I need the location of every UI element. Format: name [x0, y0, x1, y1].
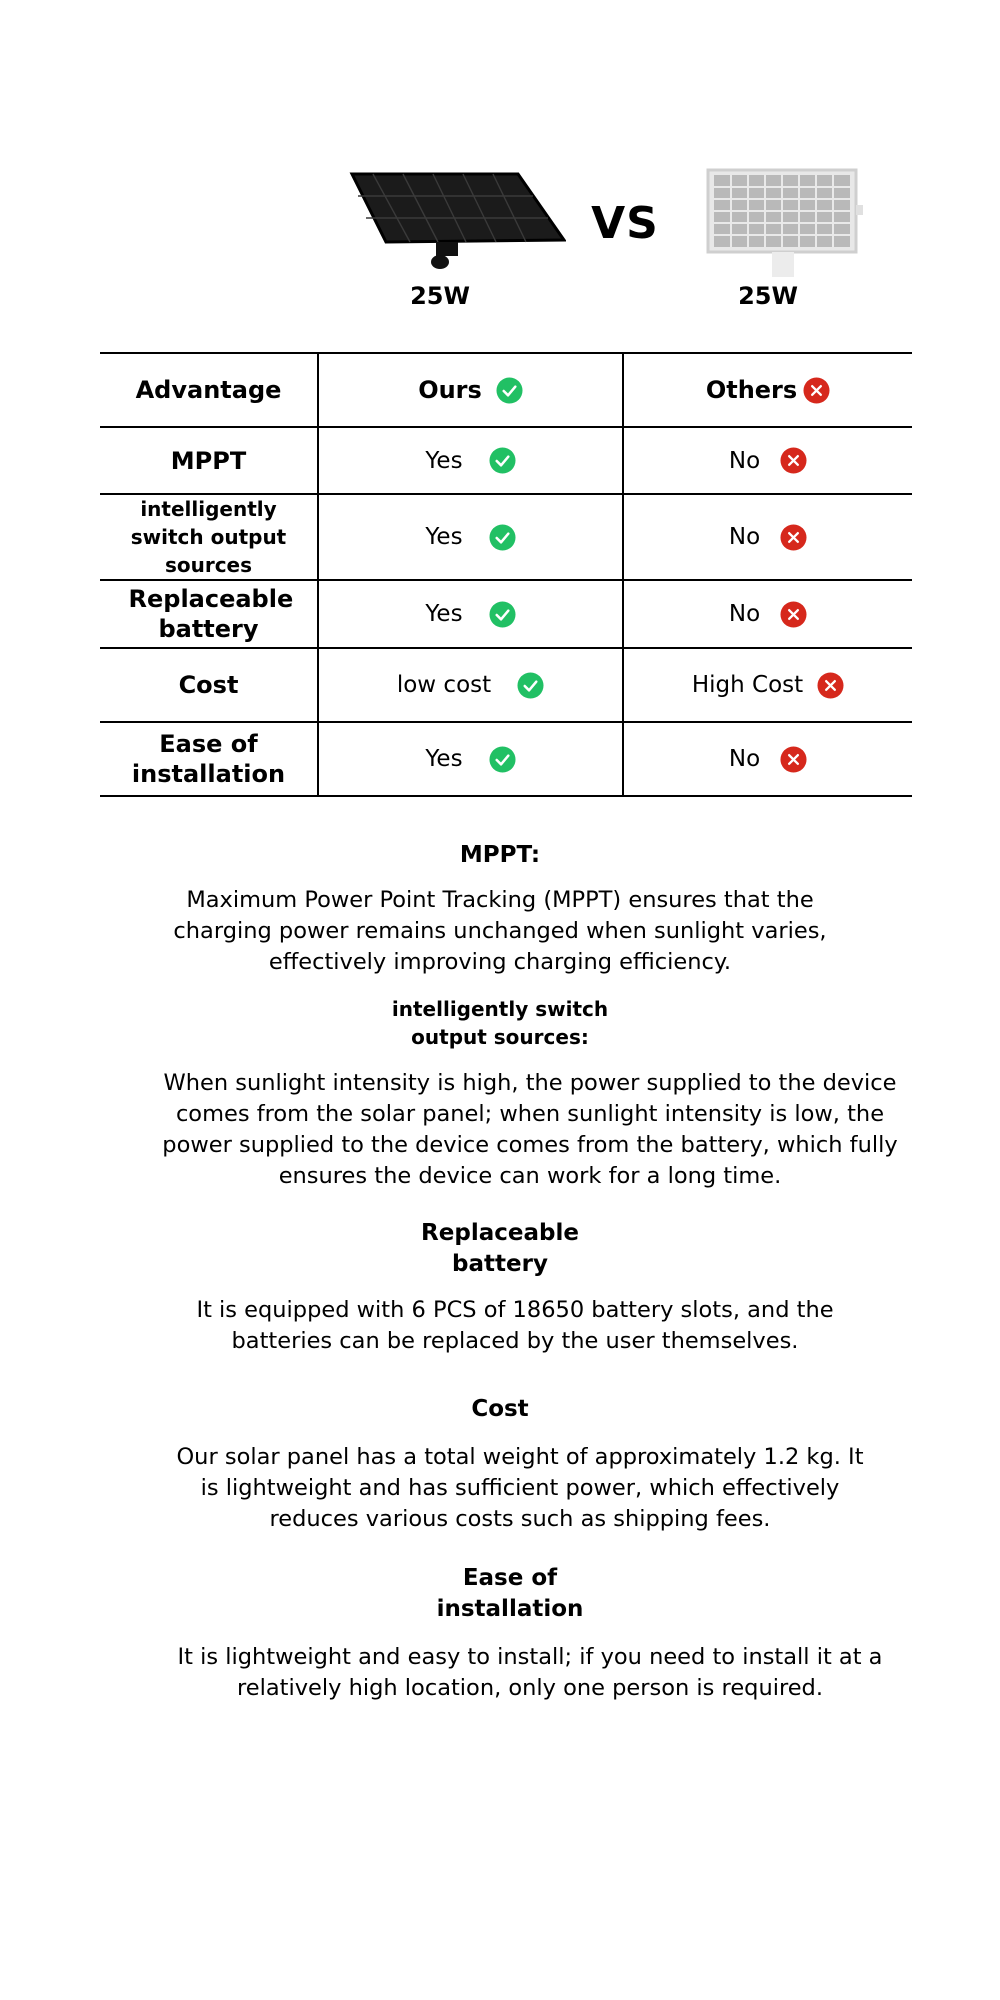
- header-others: [623, 353, 912, 427]
- row-ours-value: Yes: [318, 427, 623, 494]
- cross-icon: [803, 377, 830, 404]
- header-ours: [318, 353, 623, 427]
- section-body-battery: It is equipped with 6 PCS of 18650 battery slots, and the batteries can be replaced by the user themselves.: [196, 1297, 834, 1354]
- cross-icon: [780, 447, 807, 474]
- section-body-installation: It is lightweight and easy to install; if you need to install it at a relatively high location, only one person is required.: [177, 1644, 883, 1701]
- comparison-table: [100, 352, 912, 797]
- row-others-value: No: [623, 722, 912, 796]
- check-icon: [517, 672, 544, 699]
- section-title-switch: intelligently switch output sources:: [391, 997, 609, 1049]
- table-row: [100, 648, 912, 722]
- cross-icon: [817, 672, 844, 699]
- others-solar-panel-image: [700, 165, 865, 280]
- check-icon: [496, 377, 523, 404]
- check-icon: [489, 524, 516, 551]
- check-icon: [489, 601, 516, 628]
- vs-label: VS: [591, 198, 659, 249]
- row-ours-value: Yes: [318, 580, 623, 648]
- check-icon: [489, 447, 516, 474]
- table-row: [100, 580, 912, 648]
- ours-wattage: 25W: [410, 282, 470, 310]
- row-feature: Cost: [100, 648, 318, 722]
- table-header-row: [100, 353, 912, 427]
- row-feature: Ease of installation: [100, 722, 318, 796]
- header-advantage: Advantage: [100, 353, 318, 427]
- row-ours-value: Yes: [318, 722, 623, 796]
- others-wattage: 25W: [738, 282, 798, 310]
- row-feature: MPPT: [100, 427, 318, 494]
- section-title-battery: Replaceable battery: [421, 1220, 579, 1277]
- row-others-value: No: [623, 427, 912, 494]
- header-others-label: Others: [705, 376, 798, 404]
- table-row: [100, 722, 912, 796]
- section-body-cost: Our solar panel has a total weight of approximately 1.2 kg. It is lightweight and has sufficient power, which effectively reduces various costs such as shipping fees.: [176, 1444, 864, 1532]
- row-feature: Replaceable battery: [100, 580, 318, 648]
- section-body-switch: When sunlight intensity is high, the power supplied to the device comes from the solar panel; when sunlight intensity is low, the power supplied to the device comes from the battery, which fully ensures the device can work for a long time.: [162, 1070, 898, 1189]
- header-ours-label: Ours: [418, 376, 482, 404]
- row-ours-value: Yes: [318, 494, 623, 580]
- table-row: [100, 427, 912, 494]
- section-title-mppt: MPPT:: [459, 842, 541, 868]
- row-ours-value: low cost: [318, 648, 623, 722]
- ours-solar-panel-image: [348, 170, 566, 270]
- cross-icon: [780, 601, 807, 628]
- section-title-installation: Ease of installation: [436, 1565, 584, 1622]
- cross-icon: [780, 524, 807, 551]
- section-body-mppt: Maximum Power Point Tracking (MPPT) ensures that the charging power remains unchanged when sunlight varies, effectively improving charging efficiency.: [173, 887, 827, 975]
- section-title-cost: Cost: [471, 1396, 529, 1422]
- row-others-value: High Cost: [623, 648, 912, 722]
- check-icon: [489, 746, 516, 773]
- table-row: [100, 494, 912, 580]
- row-others-value: No: [623, 494, 912, 580]
- cross-icon: [780, 746, 807, 773]
- row-others-value: No: [623, 580, 912, 648]
- row-feature: intelligently switch output sources: [100, 494, 318, 580]
